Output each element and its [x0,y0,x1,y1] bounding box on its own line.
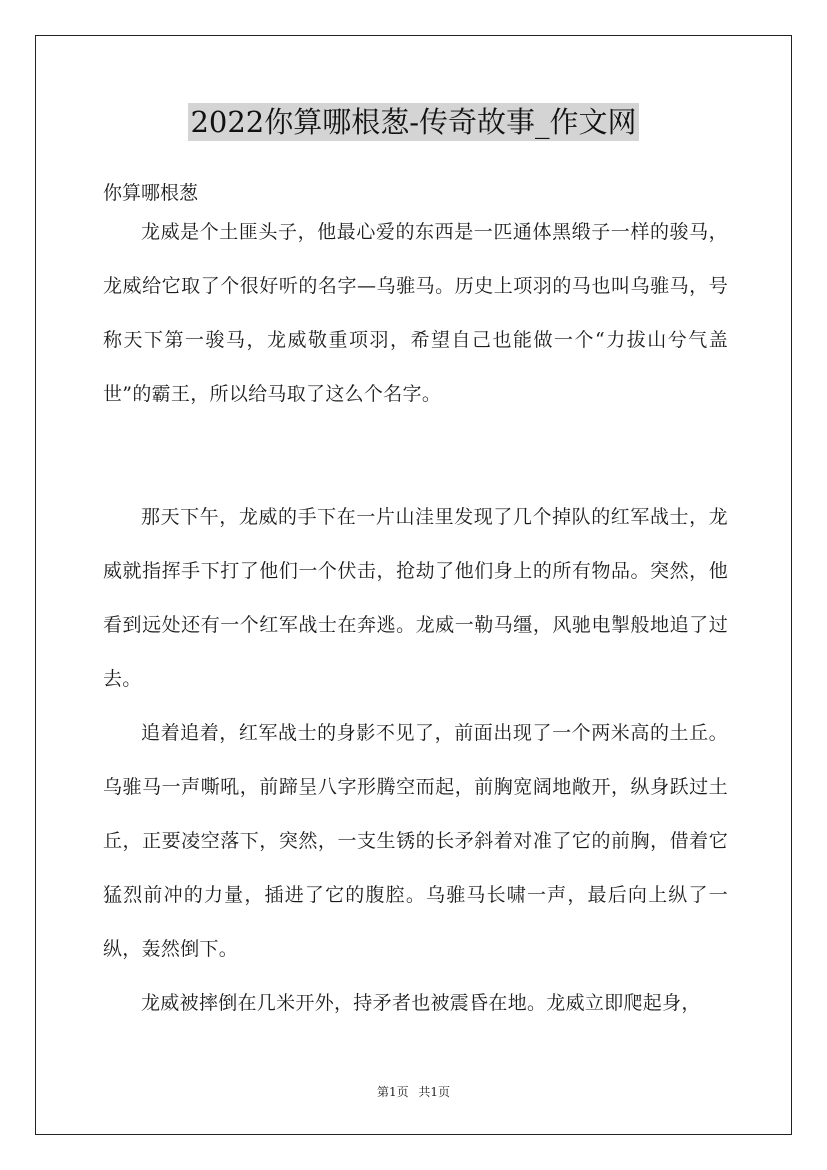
paragraph-1 [103,205,728,421]
page-number: 第1页 [376,1085,409,1099]
paragraph-text: 追着追着，红军战士的身影不见了，前面出现了一个两米高的土丘。乌骓马一声嘶吼，前蹄呈八字形腾空而起，前胸宽阔地敞开，纵身跃过土丘，正要凌空落下，突然，一支生锈的长矛斜着对准了它的前胸，借着它猛烈前冲的力量，插进了它的腹腔。乌骓马长啸一声，最后向上纵了一纵，轰然倒下。 [103,722,728,960]
page-title: 2022你算哪根葱-传奇故事_作文网 [190,105,637,139]
paragraph-text: 那天下午，龙威的手下在一片山洼里发现了几个掉队的红军战士，龙威就指挥手下打了他们一个伏击，抢劫了他们身上的所有物品。突然，他看到远处还有一个红军战士在奔逃。龙威一勒马缰，风驰电掣般地追了过去。 [103,506,728,690]
subtitle: 你算哪根葱 [103,182,199,204]
title-container [0,103,827,141]
page-total: 共1页 [418,1085,451,1099]
paragraph-4 [103,976,728,1030]
paragraph-text: 龙威被摔倒在几米开外，持矛者也被震昏在地。龙威立即爬起身， [141,992,701,1014]
page-footer [0,1083,827,1101]
paragraph-text: 龙威是个土匪头子，他最心爱的东西是一匹通体黑缎子一样的骏马，龙威给它取了个很好听的名字—乌骓马。历史上项羽的马也叫乌骓马，号称天下第一骏马，龙威敬重项羽，希望自己也能做一个“力拔山兮气盖世”的霸王，所以给马取了这么个名字。 [103,221,728,405]
paragraph-3 [103,706,728,976]
paragraph-2 [103,490,728,706]
